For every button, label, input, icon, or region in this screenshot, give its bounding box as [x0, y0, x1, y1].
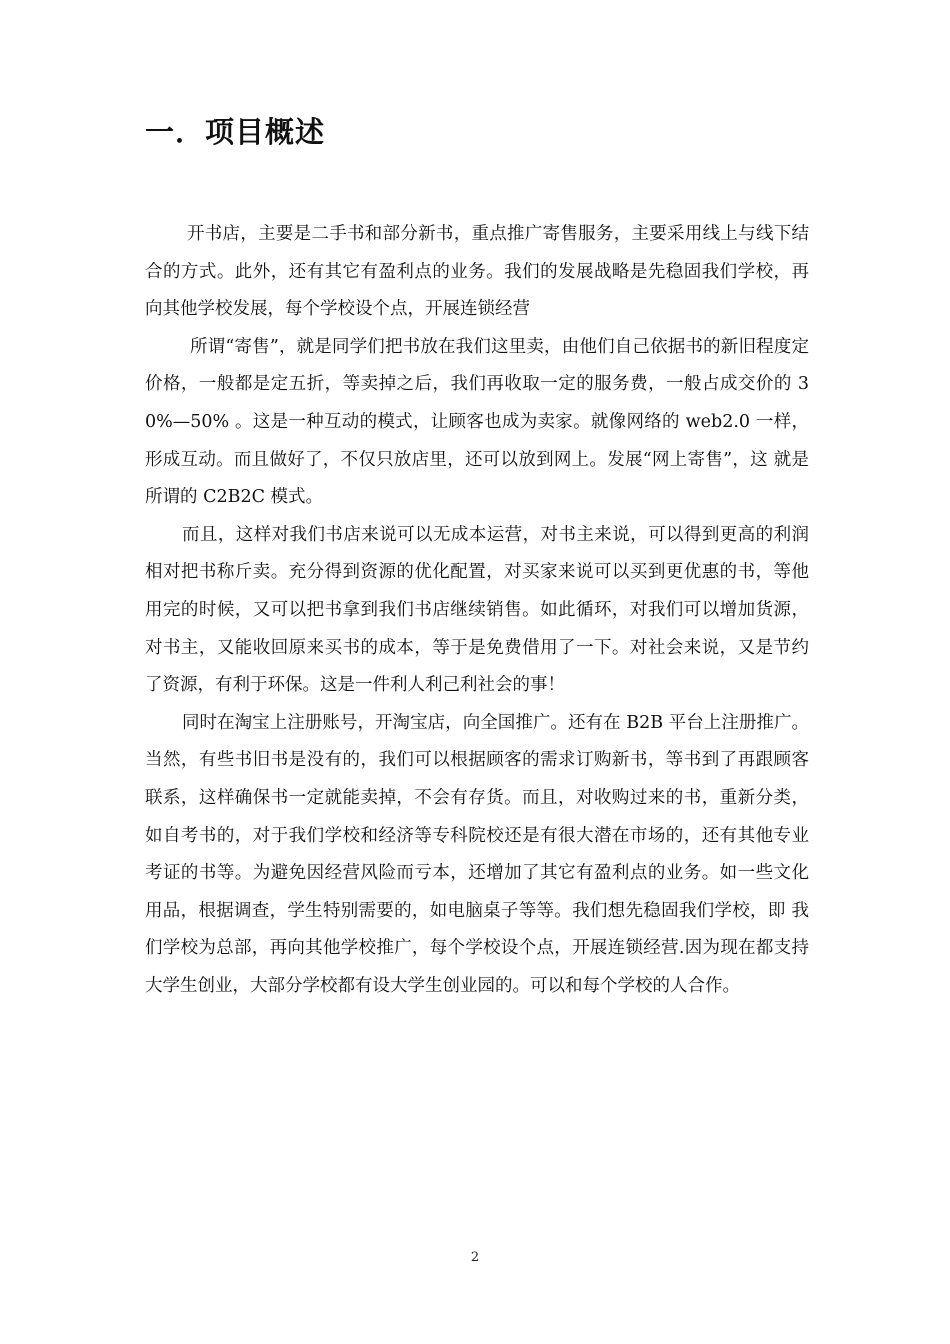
- paragraph-benefits: 而且，这样对我们书店来说可以无成本运营，对书主来说，可以得到更高的利润相对把书称斤卖。充分得到资源的优化配置，对买家来说可以买到更优惠的书，等他用完的时候，又可以把书拿到我们书店继续销售。如此循环，对我们可以增加货源，对书主，又能收回原来买书的成本，等于是免费借用了一下。对社会来说，又是节约了资源，有利于环保。这是一件利人利己利社会的事！: [145, 524, 809, 696]
- page-number: 2: [470, 1250, 480, 1265]
- paragraph-overview: 开书店，主要是二手书和部分新书，重点推广寄售服务，主要采用线上与线下结合的方式。此外，还有其它有盈利点的业务。我们的发展战略是先稳固我们学校，再向其他学校发展，每个学校设个点，开展连锁经营: [145, 224, 809, 320]
- body-text: [145, 216, 809, 1005]
- paragraph-online-expansion: 同时在淘宝上注册账号，开淘宝店，向全国推广。还有在 B2B 平台上注册推广。当然，有些书旧书是没有的，我们可以根据顾客的需求订购新书，等书到了再跟顾客联系，这样确保书一定就能卖掉，不会有存货。而且，对收购过来的书，重新分类，如自考书的，对于我们学校和经济等专科院校还是有很大潜在市场的，还有其他专业考证的书等。为避免因经营风险而亏本，还增加了其它有盈利点的业务。如一些文化用品，根据调查，学生特别需要的，如电脑桌子等等。我们想先稳固我们学校，即 我们学校为总部，再向其他学校推广，每个学校设个点，开展连锁经营.因为现在都支持大学生创业，大部分学校都有设大学生创业园的。可以和每个学校的人合作。: [145, 712, 809, 996]
- paragraph-consignment: 所谓“寄售”，就是同学们把书放在我们这里卖，由他们自己依据书的新旧程度定价格，一般都是定五折，等卖掉之后，我们再收取一定的服务费，一般占成交价的 30%—50% 。这是一种互动的模式，让顾客也成为卖家。就像网络的 web2.0 一样，形成互动。而且做好了，不仅只放店里，还可以放到网上。发展“网上寄售”，这 就是所谓的 C2B2C 模式。: [145, 336, 809, 508]
- section-heading: 一．项目概述: [145, 115, 326, 149]
